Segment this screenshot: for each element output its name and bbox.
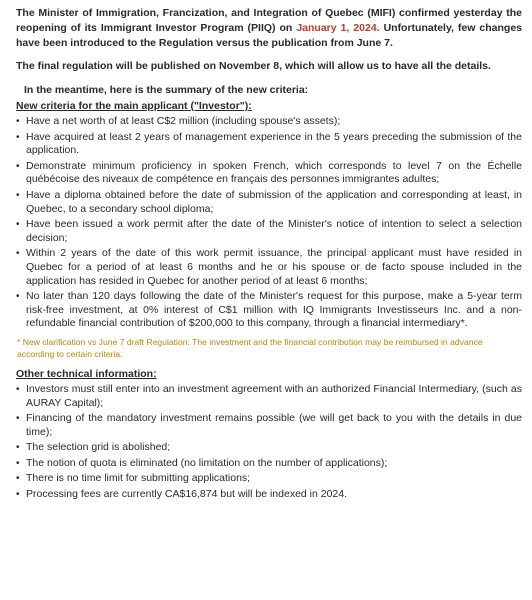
list-item: [16, 189, 522, 216]
bullet-icon: •: [16, 473, 20, 485]
list-item: [16, 441, 522, 455]
list-item: [16, 472, 522, 486]
intro-paragraph-3: In the meantime, here is the summary of the new criteria:: [24, 84, 309, 96]
intro-text-continued: Unfortunately, few changes have been introduced to the Regulation versus the publication from June 7.: [16, 22, 523, 49]
technical-info-heading: Other technical information:: [16, 367, 157, 380]
reopening-date: January 1, 2024.: [296, 22, 380, 34]
bullet-icon: •: [16, 457, 20, 469]
technical-text: Financing of the mandatory investment remains possible (we will get back to you with the details in due time);: [26, 412, 522, 438]
technical-text: The notion of quota is eliminated (no limitation on the number of applications);: [26, 456, 388, 469]
list-item: [16, 160, 522, 187]
list-item: [16, 115, 522, 129]
list-item: [16, 383, 522, 410]
list-item: [16, 131, 522, 158]
technical-text: Processing fees are currently CA$16,874 but will be indexed in 2024.: [26, 488, 348, 501]
list-item: [16, 290, 522, 331]
intro-text: The Minister of Immigration, Francization, and Integration of Quebec (MIFI) confirmed yesterday the reopening of its Immigrant Investor Program (PIIQ) on: [16, 7, 522, 34]
criteria-text: Demonstrate minimum proficiency in spoken French, which corresponds to level 7 on the Échelle québécoise des niveaux de compétence en français des personnes immigrantes adultes;: [26, 159, 522, 186]
intro-paragraph-1: [16, 6, 522, 51]
criteria-text: Have a net worth of at least C$2 million (including spouse's assets);: [26, 115, 341, 127]
technical-text: The selection grid is abolished;: [26, 441, 171, 454]
criteria-text: Have been issued a work permit after the date of the Minister's notice of intention to select a selection decision;: [26, 218, 522, 244]
technical-text: Investors must still enter into an investment agreement with an authorized Financial Intermediary, (such as AURAY Capital);: [26, 382, 522, 409]
bullet-icon: •: [16, 160, 20, 172]
list-item: [16, 412, 522, 439]
bullet-icon: •: [16, 116, 20, 127]
bullet-icon: •: [16, 189, 20, 201]
criteria-text: Have acquired at least 2 years of management experience in the 5 years preceding the submission of the application.: [26, 130, 522, 157]
list-item: [16, 488, 522, 502]
clarification-note: * New clarification vs June 7 draft Regulation: The investment and the financial contribution may be reimbursed in advance according to certain criteria.: [17, 336, 483, 359]
bullet-icon: •: [16, 291, 20, 303]
main-applicant-criteria-list: [16, 115, 522, 331]
bullet-icon: •: [16, 383, 20, 395]
technical-info-list: [16, 383, 522, 502]
bullet-icon: •: [16, 442, 20, 454]
criteria-text: Within 2 years of the date of this work permit issuance, the principal applicant must have resided in Quebec for a period of at least 6 months and he or his spouse or de facto spouse included in the application has resided in Quebec for another period of at least 6 months;: [26, 247, 522, 287]
bullet-icon: •: [16, 489, 20, 501]
technical-text: There is no time limit for submitting applications;: [26, 472, 251, 485]
bullet-icon: •: [16, 131, 20, 143]
list-item: [16, 247, 522, 288]
intro-paragraph-2: The final regulation will be published on November 8, which will allow us to have all the details.: [16, 60, 491, 72]
criteria-text: No later than 120 days following the date of the Minister's request for this purpose, make a 5-year term risk-free investment, at 0% interest of C$1 million with IQ Immigrants Investisseurs Inc. and a non-refundable financial contribution of $200,000 to this company, through a financial intermediary*.: [26, 290, 522, 330]
bullet-icon: •: [16, 219, 20, 231]
bullet-icon: •: [16, 413, 20, 425]
bullet-icon: •: [16, 248, 20, 260]
main-applicant-heading: New criteria for the main applicant ("Investor"):: [16, 100, 252, 112]
criteria-text: Have a diploma obtained before the date of submission of the application and corresponding at least, in Quebec, to a secondary school diploma;: [26, 188, 522, 215]
list-item: [16, 457, 522, 471]
list-item: [16, 218, 522, 245]
